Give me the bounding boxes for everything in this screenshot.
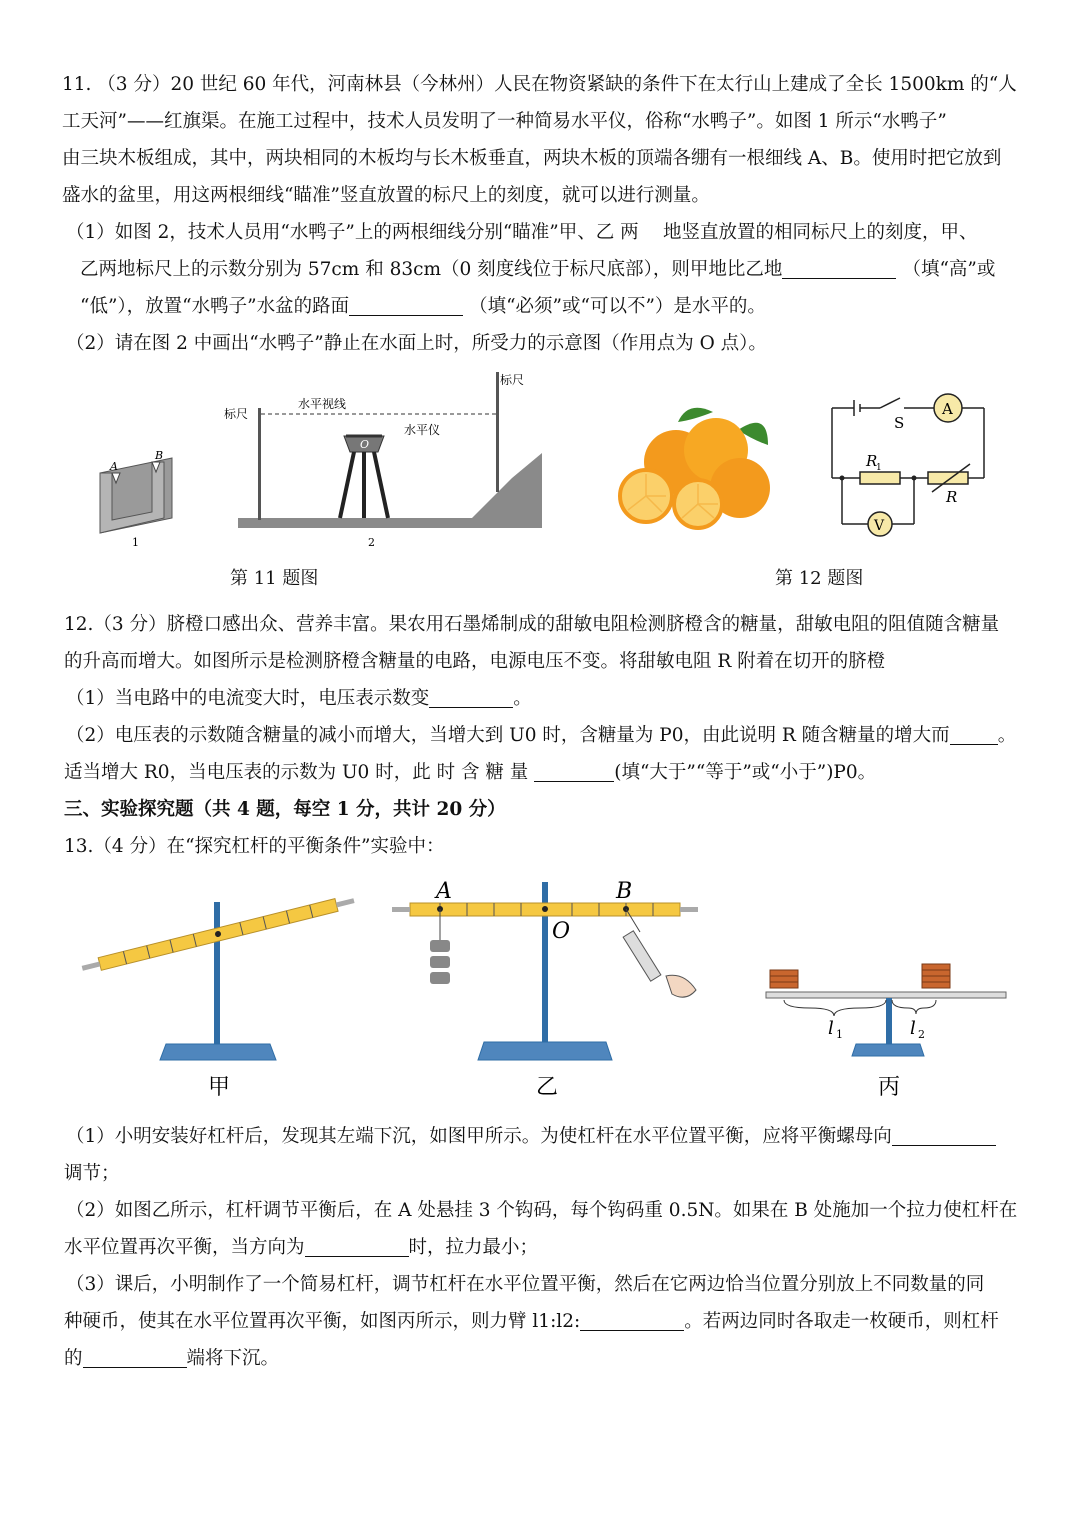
q13-part2-cont <box>64 1229 1020 1266</box>
q12-caption: 第 12 题图 <box>775 568 864 589</box>
lever-label-o: O <box>552 919 571 944</box>
q13-part3-text-b: 种硬币，使其在水平位置再次平衡，如图丙所示，则力臂 l1:l2: <box>64 1311 581 1332</box>
q13-part1-cont: 调节； <box>64 1163 120 1184</box>
q13-part2-text-c: 时，拉力最小； <box>408 1237 539 1258</box>
q12-blank-1[interactable] <box>429 685 513 708</box>
q12-part2-end: 。 <box>997 725 1017 746</box>
q12-part2-cont <box>64 754 1020 791</box>
circuit-switch-s: S <box>894 414 905 432</box>
lever-label-bing: 丙 <box>878 1075 901 1100</box>
fig2-ruler-right: 标尺 <box>500 373 525 387</box>
circuit-ammeter-a: A <box>942 400 953 418</box>
section-3-heading: 三、实验探究题（共 4 题，每空 1 分，共计 20 分） <box>64 799 506 820</box>
q11-stem-line1: 11. （3 分）20 世纪 60 年代，河南林县（今林州）人民在物资紧缺的条件下在太行山上建成了全长 1500km 的“人 <box>62 74 1017 95</box>
lever-label-l1: l <box>828 1018 834 1039</box>
q13-part3-text-d: 的 <box>64 1348 83 1369</box>
q11-part1-text-c: “低”），放置“水鸭子”水盆的路面 <box>80 296 350 317</box>
q12-orange-photo <box>618 400 778 530</box>
q12-part2-text-c: 适当增大 R0，当电压表的示数为 U0 时，此 时 含 糖 量 <box>64 762 529 783</box>
lever-label-a: A <box>436 879 452 904</box>
q13-part3-cont <box>64 1303 1020 1340</box>
q11-stem-line4: 盛水的盆里，用这两根细线“瞄准”竖直放置的标尺上的刻度，就可以进行测量。 <box>62 185 710 206</box>
lever-label-l1-sub: 1 <box>836 1028 843 1041</box>
q11-figure-2 <box>222 368 552 553</box>
q12-part2-text-d: (填“大于”“等于”或“小于”)P0。 <box>614 762 877 783</box>
q13-part3-end <box>64 1340 1020 1377</box>
q11-part1-line3 <box>80 288 1036 325</box>
fig1-label-a: A <box>110 460 118 473</box>
q12-part2-text: （2）电压表的示数随含糖量的减小而增大，当增大到 U0 时，含糖量为 P0，由此说明 R 随含糖量的增大而 <box>66 725 950 746</box>
fig2-o: O <box>360 438 370 451</box>
lever-label-b: B <box>616 879 633 904</box>
q13-blank-3[interactable] <box>580 1308 684 1331</box>
q12-blank-3[interactable] <box>534 759 614 782</box>
q11-part1-line1: （1）如图 2，技术人员用“水鸭子”上的两根细线分别“瞄准”甲、乙 两 地竖直放置的相同标尺上的刻度，甲、 <box>66 222 978 243</box>
q13-part2-text-b: 水平位置再次平衡，当方向为 <box>64 1237 305 1258</box>
circuit-voltmeter-v: V <box>874 518 885 534</box>
lever-label-jia: 甲 <box>208 1075 231 1100</box>
fig2-number: 2 <box>368 536 375 549</box>
q12-blank-2[interactable] <box>950 722 998 745</box>
q12-part2 <box>66 717 1022 754</box>
q13-lever-figures <box>70 872 1015 1104</box>
fig1-label-b: B <box>155 449 164 462</box>
q11-caption: 第 11 题图 <box>230 568 319 589</box>
q12-stem-line2: 的升高而增大。如图所示是检测脐橙含糖量的电路，电源电压不变。将甜敏电阻 R 附着在切开的脐橙 <box>64 651 886 672</box>
q12-part1 <box>66 680 1022 717</box>
circuit-r1-sub: 1 <box>876 463 882 473</box>
q12-part1-text: （1）当电路中的电流变大时，电压表示数变 <box>66 688 430 709</box>
q11-blank-1[interactable] <box>782 256 896 279</box>
fig2-sight-line: 水平视线 <box>298 397 347 411</box>
fig1-number: 1 <box>132 536 139 549</box>
q12-part1-end: 。 <box>513 688 532 709</box>
q11-part1-line2 <box>80 251 1036 288</box>
q12-circuit-figure <box>828 392 990 542</box>
lever-figure-yi <box>392 879 698 1100</box>
q11-blank-2[interactable] <box>349 293 463 316</box>
lever-label-yi: 乙 <box>536 1075 559 1100</box>
q12-stem-line1: 12.（3 分）脐橙口感出众、营养丰富。果农用石墨烯制成的甜敏电阻检测脐橙含的糖量，甜敏电阻的阻值随含糖量 <box>64 614 1000 635</box>
circuit-r: R <box>946 488 958 506</box>
q11-part1-text-a: 乙两地标尺上的示数分别为 57cm 和 83cm（0 刻度线位于标尺底部），则甲地比乙地 <box>80 259 783 280</box>
q11-part2: （2）请在图 2 中画出“水鸭子”静止在水面上时，所受力的示意图（作用点为 O 点）。 <box>66 333 767 354</box>
q11-part1-text-b: （填“高”或 <box>902 259 996 280</box>
q13-blank-1[interactable] <box>892 1123 996 1146</box>
q11-stem-line3: 由三块木板组成，其中，两块相同的木板均与长木板垂直，两块木板的顶端各绷有一根细线 A、B。使用时把它放到 <box>62 148 1002 169</box>
q13-part2: （2）如图乙所示，杠杆调节平衡后，在 A 处悬挂 3 个钩码，每个钩码重 0.5N。如果在 B 处施加一个拉力使杠杆在 <box>66 1200 1018 1221</box>
q13-blank-4[interactable] <box>83 1345 187 1368</box>
lever-figure-bing <box>766 964 1006 1100</box>
fig2-ruler-left: 标尺 <box>224 407 249 421</box>
q13-part1-text: （1）小明安装好杠杆后，发现其左端下沉，如图甲所示。为使杠杆在水平位置平衡，应将平衡螺母向 <box>66 1126 892 1147</box>
lever-figure-jia <box>81 894 356 1100</box>
q13-blank-2[interactable] <box>305 1234 409 1257</box>
q13-part3-text-c: 。若两边同时各取走一枚硬币，则杠杆 <box>684 1311 999 1332</box>
q13-stem: 13.（4 分）在“探究杠杆的平衡条件”实验中： <box>64 836 445 857</box>
q13-part1 <box>66 1118 1022 1155</box>
q11-part1-text-d: （填“必须”或“可以不”）是水平的。 <box>469 296 766 317</box>
q11-stem-line2: 工天河”——红旗渠。在施工过程中，技术人员发明了一种简易水平仪，俗称“水鸭子”。如图 1 所示“水鸭子” <box>62 111 947 132</box>
fig2-level: 水平仪 <box>404 423 441 437</box>
q11-figure-1 <box>92 448 182 553</box>
q13-part3-text-e: 端将下沉。 <box>186 1348 280 1369</box>
lever-label-l2: l <box>910 1018 916 1039</box>
q13-part3: （3）课后，小明制作了一个简易杠杆，调节杠杆在水平位置平衡，然后在它两边恰当位置分别放上不同数量的同 <box>66 1274 985 1295</box>
circuit-r1: R <box>866 452 878 470</box>
lever-label-l2-sub: 2 <box>918 1028 925 1041</box>
